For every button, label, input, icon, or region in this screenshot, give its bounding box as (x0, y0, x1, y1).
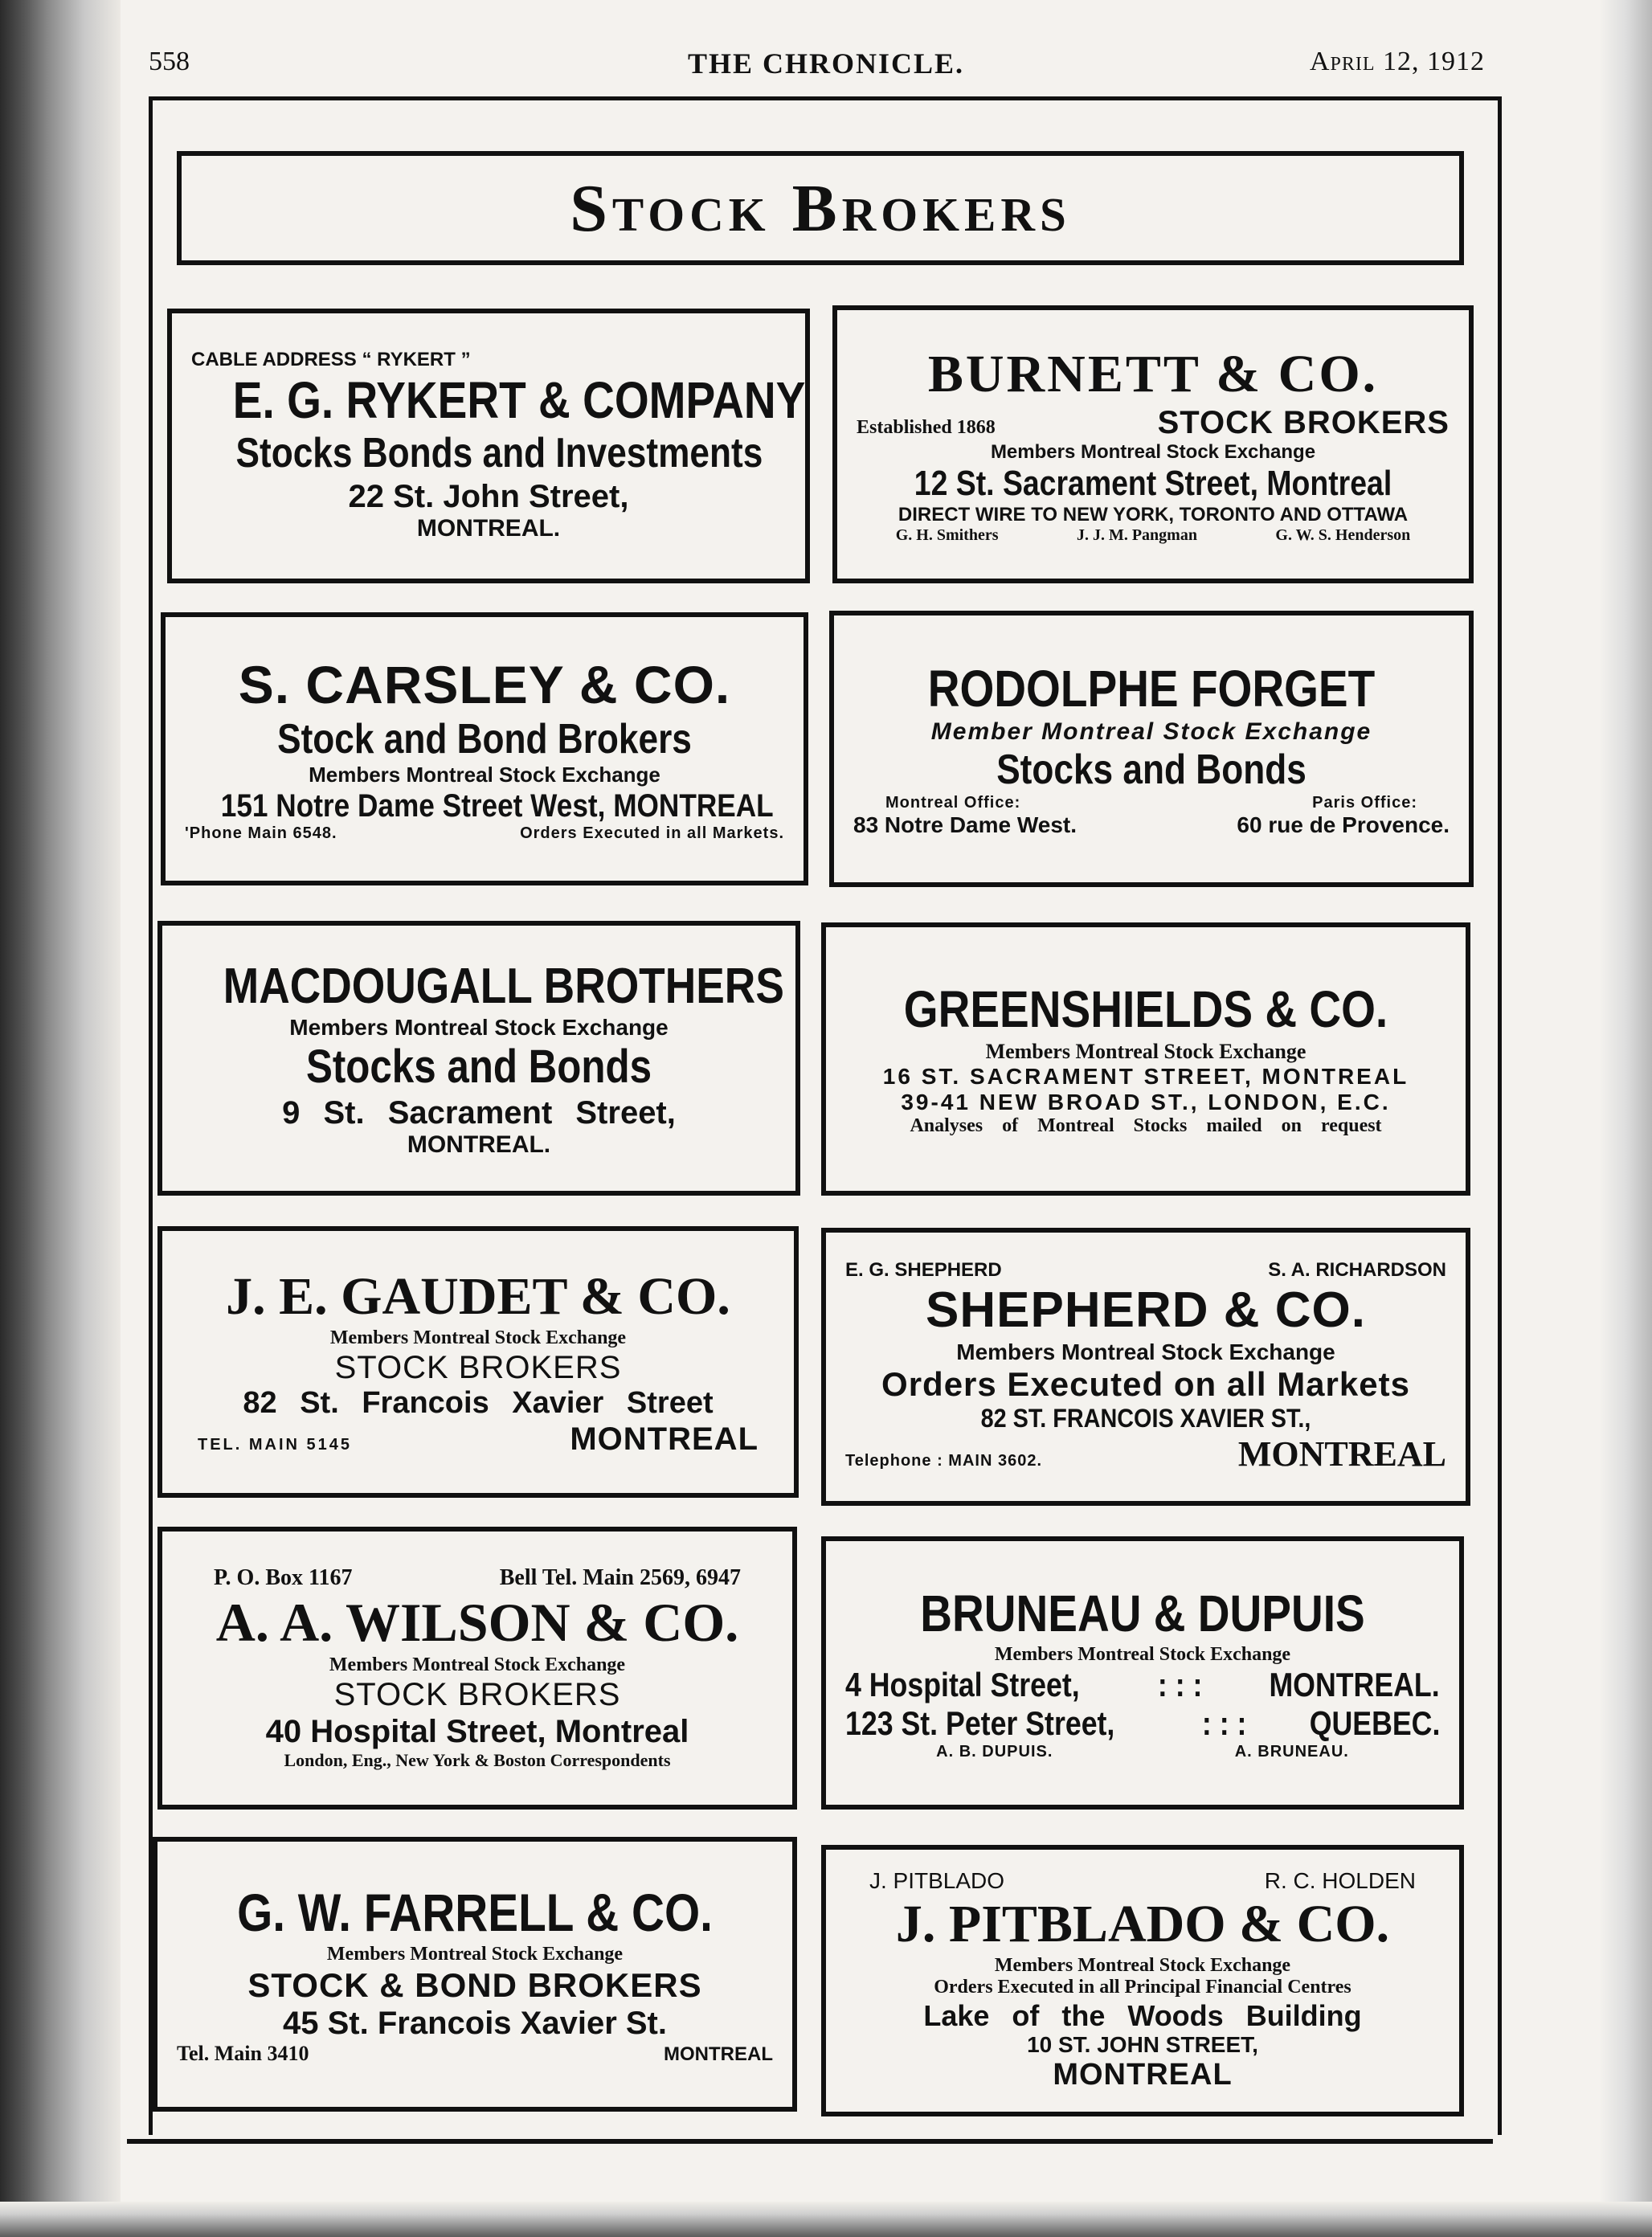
carsley-name: S. CARSLEY & CO. (238, 654, 731, 714)
farrell-address: 45 St. Francois Xavier St. (283, 2005, 667, 2041)
bruneau-name: BRUNEAU & DUPUIS (920, 1584, 1365, 1642)
ad-farrell (153, 1837, 797, 2112)
carsley-orders: Orders Executed in all Markets. (520, 824, 784, 843)
greenshields-members: Members Montreal Stock Exchange (985, 1039, 1306, 1063)
ad-shepherd (821, 1228, 1470, 1506)
carsley-address: 151 Notre Dame Street West, MONTREAL (220, 788, 774, 824)
rykert-tagline: Stocks Bonds and Investments (235, 430, 763, 477)
forget-office1: 83 Notre Dame West. (853, 812, 1077, 838)
page-right-edge (1599, 0, 1652, 2237)
burnett-partner: G. W. S. Henderson (1275, 526, 1411, 544)
pitblado-name: J. PITBLADO & CO. (895, 1894, 1390, 1953)
macdougall-members: Members Montreal Stock Exchange (289, 1014, 669, 1040)
pitblado-address: 10 ST. JOHN STREET, (1027, 2032, 1258, 2058)
ad-macdougall (157, 921, 800, 1196)
bruneau-addr1-street: 4 Hospital Street, (845, 1666, 1080, 1704)
rykert-city: MONTREAL. (416, 515, 561, 542)
ad-gaudet (157, 1226, 799, 1498)
issue-date: April 12, 1912 (1310, 47, 1486, 76)
bruneau-address1 (845, 1666, 1440, 1704)
greenshields-note: Analyses of Montreal Stocks mailed on request (910, 1115, 1382, 1137)
ad-greenshields (821, 922, 1470, 1196)
shepherd-members: Members Montreal Stock Exchange (956, 1339, 1335, 1364)
burnett-partner: J. J. M. Pangman (1076, 526, 1197, 544)
burnett-members: Members Montreal Stock Exchange (990, 441, 1316, 464)
carsley-phone: 'Phone Main 6548. (185, 824, 337, 843)
rykert-cable: CABLE ADDRESS “ RYKERT ” (191, 349, 471, 371)
pitblado-orders: Orders Executed in all Principal Financial Centres (934, 1977, 1351, 1998)
wilson-address: 40 Hospital Street, Montreal (265, 1714, 689, 1750)
page-bottom-edge (0, 2202, 1652, 2237)
forget-office-labels (853, 794, 1450, 812)
book-binding-edge (0, 0, 121, 2237)
gaudet-name: J. E. GAUDET & CO. (226, 1266, 730, 1326)
wilson-role: STOCK BROKERS (333, 1677, 621, 1713)
page-number: 558 (149, 47, 190, 76)
rykert-address: 22 St. John Street, (348, 479, 629, 515)
gaudet-address: 82 St. Francois Xavier Street (243, 1386, 714, 1421)
shepherd-tagline: Orders Executed on all Markets (881, 1364, 1410, 1403)
page-frame-bottom-rule (127, 2139, 1493, 2144)
gaudet-tel: TEL. MAIN 5145 (198, 1436, 353, 1454)
burnett-address: 12 St. Sacrament Street, Montreal (914, 463, 1392, 503)
bruneau-partner2: A. BRUNEAU. (1234, 1743, 1349, 1761)
bruneau-address2 (845, 1704, 1440, 1743)
ad-wilson (157, 1527, 797, 1810)
farrell-city: MONTREAL (664, 2043, 773, 2065)
shepherd-name: SHEPHERD & CO. (926, 1282, 1366, 1339)
wilson-tel: Bell Tel. Main 2569, 6947 (499, 1565, 741, 1591)
gaudet-role: STOCK BROKERS (334, 1350, 622, 1386)
bruneau-sep: : : : (1201, 1704, 1247, 1743)
pitblado-partners (845, 1868, 1440, 1894)
shepherd-tel: Telephone : MAIN 3602. (845, 1451, 1043, 1470)
pitblado-city: MONTREAL (1053, 2058, 1233, 2092)
wilson-members: Members Montreal Stock Exchange (329, 1654, 626, 1675)
carsley-tagline: Stock and Bond Brokers (277, 715, 692, 763)
forget-name: RODOLPHE FORGET (927, 659, 1376, 718)
forget-office2-label: Paris Office: (1312, 794, 1417, 812)
macdougall-city: MONTREAL. (407, 1131, 551, 1158)
ad-rykert (167, 309, 810, 583)
rykert-name: E. G. RYKERT & COMPANY (232, 370, 806, 429)
wilson-top-row (182, 1565, 773, 1591)
ad-forget (829, 611, 1474, 887)
ad-carsley (161, 612, 808, 885)
pitblado-partner1: J. PITBLADO (869, 1867, 1005, 1893)
ad-burnett (832, 305, 1474, 583)
bruneau-partner1: A. B. DUPUIS. (936, 1743, 1053, 1761)
gaudet-members: Members Montreal Stock Exchange (329, 1327, 627, 1348)
bruneau-members: Members Montreal Stock Exchange (994, 1643, 1291, 1665)
macdougall-address: 9 St. Sacrament Street, (282, 1094, 676, 1131)
burnett-established: Established 1868 (857, 417, 996, 439)
gaudet-footer (182, 1421, 775, 1458)
farrell-role: STOCK & BOND BROKERS (247, 1965, 702, 2004)
greenshields-address2: 39-41 NEW BROAD ST., LONDON, E.C. (901, 1089, 1391, 1114)
carsley-members: Members Montreal Stock Exchange (309, 763, 660, 787)
burnett-role: STOCK BROKERS (1157, 405, 1450, 441)
shepherd-partner1: E. G. SHEPHERD (845, 1259, 1002, 1282)
greenshields-name: GREENSHIELDS & CO. (903, 980, 1388, 1039)
gaudet-city: MONTREAL (570, 1421, 759, 1458)
shepherd-footer (845, 1433, 1446, 1474)
forget-office1-label: Montreal Office: (885, 794, 1021, 812)
section-title: Stock Brokers (570, 170, 1071, 246)
carsley-footer (185, 824, 784, 843)
forget-offices (853, 812, 1450, 838)
bruneau-addr1-city: MONTREAL. (1269, 1666, 1440, 1704)
forget-tagline: Stocks and Bonds (996, 746, 1306, 793)
forget-office2: 60 rue de Provence. (1237, 812, 1450, 838)
burnett-wire: DIRECT WIRE TO NEW YORK, TORONTO AND OTTAWA (898, 504, 1409, 526)
farrell-members: Members Montreal Stock Exchange (326, 1944, 624, 1965)
bruneau-partners (845, 1743, 1440, 1761)
farrell-name: G. W. FARRELL & CO. (237, 1883, 713, 1943)
macdougall-tagline: Stocks and Bonds (305, 1041, 652, 1094)
wilson-name: A. A. WILSON & CO. (215, 1592, 739, 1654)
wilson-box: P. O. Box 1167 (214, 1565, 353, 1591)
greenshields-address1: 16 ST. SACRAMENT STREET, MONTREAL (882, 1063, 1409, 1089)
farrell-footer (177, 2042, 773, 2066)
burnett-partner: G. H. Smithers (895, 526, 999, 544)
shepherd-city: MONTREAL (1237, 1433, 1446, 1474)
pitblado-partner2: R. C. HOLDEN (1264, 1867, 1416, 1893)
farrell-tel: Tel. Main 3410 (177, 2041, 309, 2065)
bruneau-sep: : : : (1157, 1666, 1203, 1704)
section-title-box (177, 151, 1464, 265)
shepherd-address: 82 ST. FRANCOIS XAVIER ST., (980, 1403, 1311, 1433)
ad-pitblado (821, 1845, 1464, 2116)
shepherd-partners (845, 1259, 1446, 1282)
bruneau-addr2-street: 123 St. Peter Street, (845, 1704, 1115, 1743)
burnett-name: BURNETT & CO. (927, 345, 1379, 404)
bruneau-addr2-city: QUEBEC. (1309, 1704, 1440, 1743)
ad-bruneau (821, 1536, 1464, 1810)
forget-members: Member Montreal Stock Exchange (930, 718, 1372, 746)
pitblado-building: Lake of the Woods Building (923, 1998, 1362, 2032)
burnett-established-row (857, 405, 1450, 441)
burnett-partners (857, 526, 1450, 545)
shepherd-partner2: S. A. RICHARDSON (1268, 1259, 1446, 1282)
pitblado-members: Members Montreal Stock Exchange (994, 1954, 1291, 1976)
wilson-correspondents: London, Eng., New York & Boston Correspondents (284, 1750, 671, 1771)
macdougall-name: MACDOUGALL BROTHERS (223, 958, 784, 1014)
publication-title: THE CHRONICLE. (687, 47, 965, 80)
